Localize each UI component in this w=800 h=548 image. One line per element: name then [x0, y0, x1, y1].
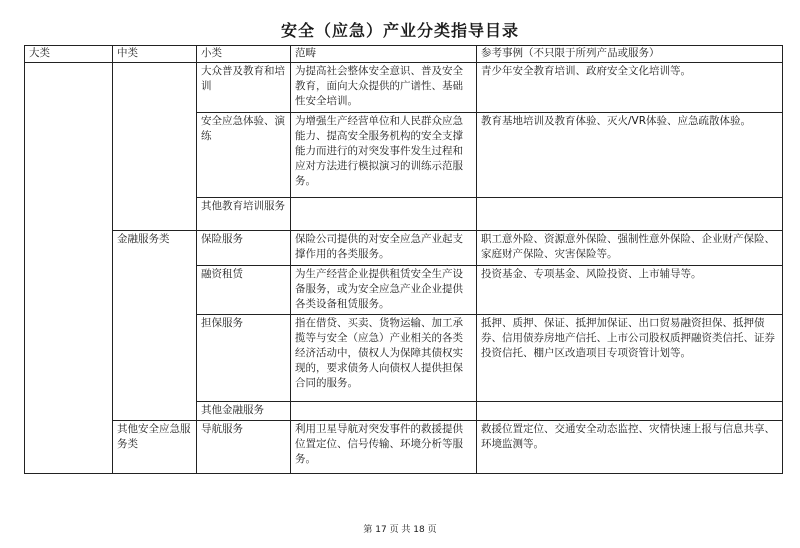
table-header-row	[25, 46, 783, 63]
examples-cell	[477, 402, 783, 421]
examples-cell: 教育基地培训及教育体验、灭火/VR体验、应急疏散体验。	[477, 113, 783, 198]
examples-cell: 投资基金、专项基金、风险投资、上市辅导等。	[477, 266, 783, 315]
header-sub-category: 小类	[197, 46, 291, 63]
scope-cell	[291, 402, 477, 421]
table-row	[25, 421, 783, 474]
examples-cell: 青少年安全教育培训、政府安全文化培训等。	[477, 63, 783, 113]
sub-category-cell: 其他金融服务	[197, 402, 291, 421]
header-major-category: 大类	[25, 46, 113, 63]
scope-cell: 为生产经营企业提供租赁安全生产设备服务，或为安全应急产业企业提供各类设备租赁服务。	[291, 266, 477, 315]
catalog-table	[24, 45, 783, 474]
scope-cell: 保险公司提供的对安全应急产业起支撑作用的各类服务。	[291, 231, 477, 266]
scope-cell	[291, 198, 477, 231]
examples-cell: 救援位置定位、交通安全动态监控、灾情快速上报与信息共享、环境监测等。	[477, 421, 783, 474]
sub-category-cell: 其他教育培训服务	[197, 198, 291, 231]
major-category-cell	[25, 63, 113, 474]
header-mid-category: 中类	[113, 46, 197, 63]
sub-category-cell: 安全应急体验、演练	[197, 113, 291, 198]
examples-cell: 抵押、质押、保证、抵押加保证、出口贸易融资担保、抵押债券、信用债券房地产信托、上市公司股权质押融资类信托、证券投资信托、棚户区改造项目专项资管计划等。	[477, 315, 783, 402]
sub-category-cell: 保险服务	[197, 231, 291, 266]
examples-cell: 职工意外险、资源意外保险、强制性意外保险、企业财产保险、家庭财产保险、灾害保险等。	[477, 231, 783, 266]
mid-category-cell	[113, 63, 197, 231]
sub-category-cell: 导航服务	[197, 421, 291, 474]
table-row	[25, 231, 783, 266]
examples-cell	[477, 198, 783, 231]
table-row	[25, 63, 783, 113]
mid-category-cell: 其他安全应急服务类	[113, 421, 197, 474]
header-examples: 参考事例（不只限于所列产品或服务）	[477, 46, 783, 63]
page-footer: 第 17 页 共 18 页	[363, 525, 437, 535]
scope-cell: 利用卫星导航对突发事件的救援提供位置定位、信号传输、环境分析等服务。	[291, 421, 477, 474]
scope-cell: 指在借贷、买卖、货物运输、加工承揽等与安全（应急）产业相关的各类经济活动中，债权人为保障其债权实现的，要求债务人向债权人提供担保合同的服务。	[291, 315, 477, 402]
sub-category-cell: 融资租赁	[197, 266, 291, 315]
header-scope: 范畴	[291, 46, 477, 63]
scope-cell: 为增强生产经营单位和人民群众应急能力、提高安全服务机构的安全支撑能力而进行的对突发事件发生过程和应对方法进行模拟演习的训练示范服务。	[291, 113, 477, 198]
scope-cell: 为提高社会整体安全意识、普及安全教育，面向大众提供的广谱性、基础性安全培训。	[291, 63, 477, 113]
sub-category-cell: 担保服务	[197, 315, 291, 402]
document-title: 安全（应急）产业分类指导目录	[280, 21, 519, 40]
mid-category-cell: 金融服务类	[113, 231, 197, 421]
sub-category-cell: 大众普及教育和培训	[197, 63, 291, 113]
